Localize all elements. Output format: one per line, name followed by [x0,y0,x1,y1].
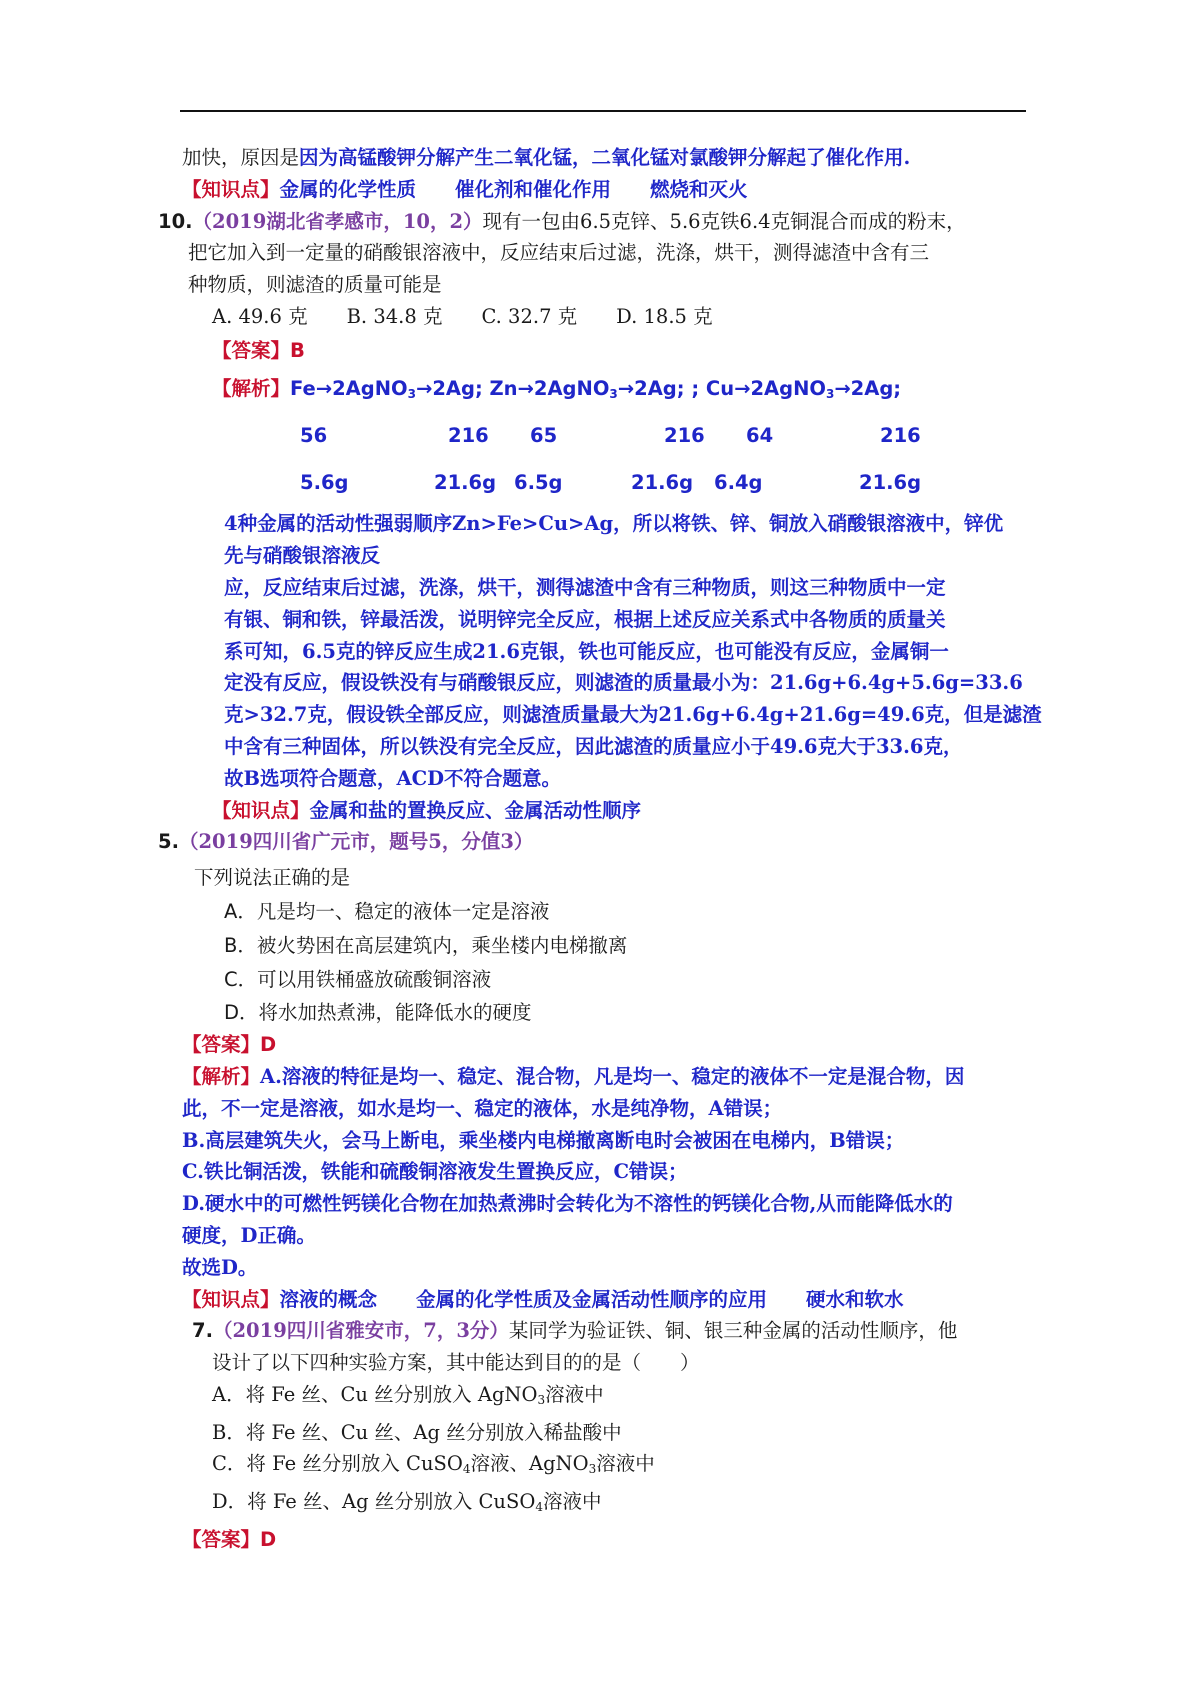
q7-option-b: B．将 Fe 丝、Cu 丝、Ag 丝分别放入稀盐酸中 [212,1420,622,1444]
q10-answer: 【答案】B [212,338,305,362]
q10-mass-row: 56 216 65 216 64 216 [300,424,921,448]
knowledge-point-1: 【知识点】金属的化学性质 催化剂和催化作用 燃烧和灭火 [182,177,748,201]
q5-analysis-d2: 硬度，D正确。 [182,1223,316,1247]
knowledge-point-3: 【知识点】溶液的概念 金属的化学性质及金属活动性顺序的应用 硬水和软水 [182,1287,904,1311]
q5-analysis-a: 【解析】A.溶液的特征是均一、稳定、混合物，凡是均一、稳定的液体不一定是混合物，因 [182,1064,965,1088]
q10-explanation: 4种金属的活动性强弱顺序Zn>Fe>Cu>Ag，所以将铁、锌、铜放入硝酸银溶液中，锌优 先与硝酸银溶液反 应，反应结束后过滤，洗涤，烘干，测得滤渣中含有三种物质，则这三种物质中一定 有银、铜和铁，锌最活泼，说明锌完全反应，根据上述反应关系式中各物质的质量关 系可知，6.5克的锌反应生成21.6克银，铁也可能反应，也可能没有反应，金属铜一 定没有反应，假设铁没有与硝酸银反应，则滤渣的质量最小为：21.6g+6.4g+5.6g=33.6 克>32.7克，假设铁全部反应，则滤渣质量最大为21.6g+6.4g+21.6g=49.6克，但是滤渣 中含有三种固体，所以铁没有完全反应，因此滤渣的质量应小于49.6克大于33.6克， 故B选项符合题意，ACD不符合题意。 [224,512,1042,790]
q5-conclusion: 故选D。 [182,1255,258,1279]
q5-header: 5.（2019四川省广元市，题号5，分值3） [158,830,534,854]
q5-analysis-a2: 此，不一定是溶液，如水是均一、稳定的液体，水是纯净物，A错误； [182,1096,783,1120]
continuation-line: 加快，原因是因为高锰酸钾分解产生二氧化锰，二氧化锰对氯酸钾分解起了催化作用. [182,146,911,169]
header-rule [180,110,1026,112]
q7-source: （2019四川省雅安市，7，3分） [212,1319,509,1343]
q7-option-c: C．将 Fe 丝分别放入 CuSO$_4$溶液、AgNO$_3$溶液中 [212,1452,655,1477]
q5-option-d: D．将水加热煮沸，能降低水的硬度 [224,1001,532,1025]
q10-equations: 【解析】Fe→2AgNO$_3$→2Ag; Zn→2AgNO$_3$→2Ag; ; Cu→2AgNO$_3$→2Ag; [212,376,902,401]
q10-stem: 10.（2019湖北省孝感市，10，2）现有一包由6.5克锌、5.6克铁6.4克铜混合而成的粉末， [158,209,966,233]
q5-option-c: C．可以用铁桶盛放硫酸铜溶液 [224,967,492,991]
q5-analysis-b: B.高层建筑失火，会马上断电，乘坐楼内电梯撤离断电时会被困在电梯内，B错误； [182,1128,905,1152]
q5-analysis-d: D.硬水中的可燃性钙镁化合物在加热煮沸时会转化为不溶性的钙镁化合物,从而能降低水的 [182,1192,953,1216]
q7-option-a: A．将 Fe 丝、Cu 丝分别放入 AgNO$_3$溶液中 [212,1382,604,1407]
q5-option-a: A．凡是均一、稳定的液体一定是溶液 [224,899,550,923]
q7-answer: 【答案】D [182,1528,277,1552]
q7-stem: 7.（2019四川省雅安市，7，3分）某同学为验证铁、铜、银三种金属的活动性顺序，他 [192,1319,958,1343]
document-body [158,142,1042,1556]
q5-answer: 【答案】D [182,1033,277,1057]
q10-gram-row: 5.6g 21.6g 6.5g 21.6g 6.4g 21.6g [300,471,922,495]
q10-options: A. 49.6 克 B. 34.8 克 C. 32.7 克 D. 18.5 克 [212,304,713,328]
q5-source: （2019四川省广元市，题号5，分值3） [178,830,534,854]
q5-stem: 下列说法正确的是 [194,866,351,890]
q7-stem-line2: 设计了以下四种实验方案，其中能达到目的的是（ ） [212,1351,700,1375]
q10-stem-line3: 种物质，则滤渣的质量可能是 [188,273,442,297]
knowledge-point-2: 【知识点】金属和盐的置换反应、金属活动性顺序 [212,798,642,822]
q5-analysis-c: C.铁比铜活泼，铁能和硫酸铜溶液发生置换反应，C错误； [182,1160,688,1184]
continuation-explanation: 因为高锰酸钾分解产生二氧化锰，二氧化锰对氯酸钾分解起了催化作用. [299,146,911,169]
q10-source: （2019湖北省孝感市，10，2） [192,209,483,233]
q5-option-b: B．被火势困在高层建筑内，乘坐楼内电梯撤离 [224,933,628,957]
q7-option-d: D．将 Fe 丝、Ag 丝分别放入 CuSO$_4$溶液中 [212,1490,602,1515]
q10-stem-line2: 把它加入到一定量的硝酸银溶液中，反应结束后过滤，洗涤，烘干，测得滤渣中含有三 [188,241,930,265]
